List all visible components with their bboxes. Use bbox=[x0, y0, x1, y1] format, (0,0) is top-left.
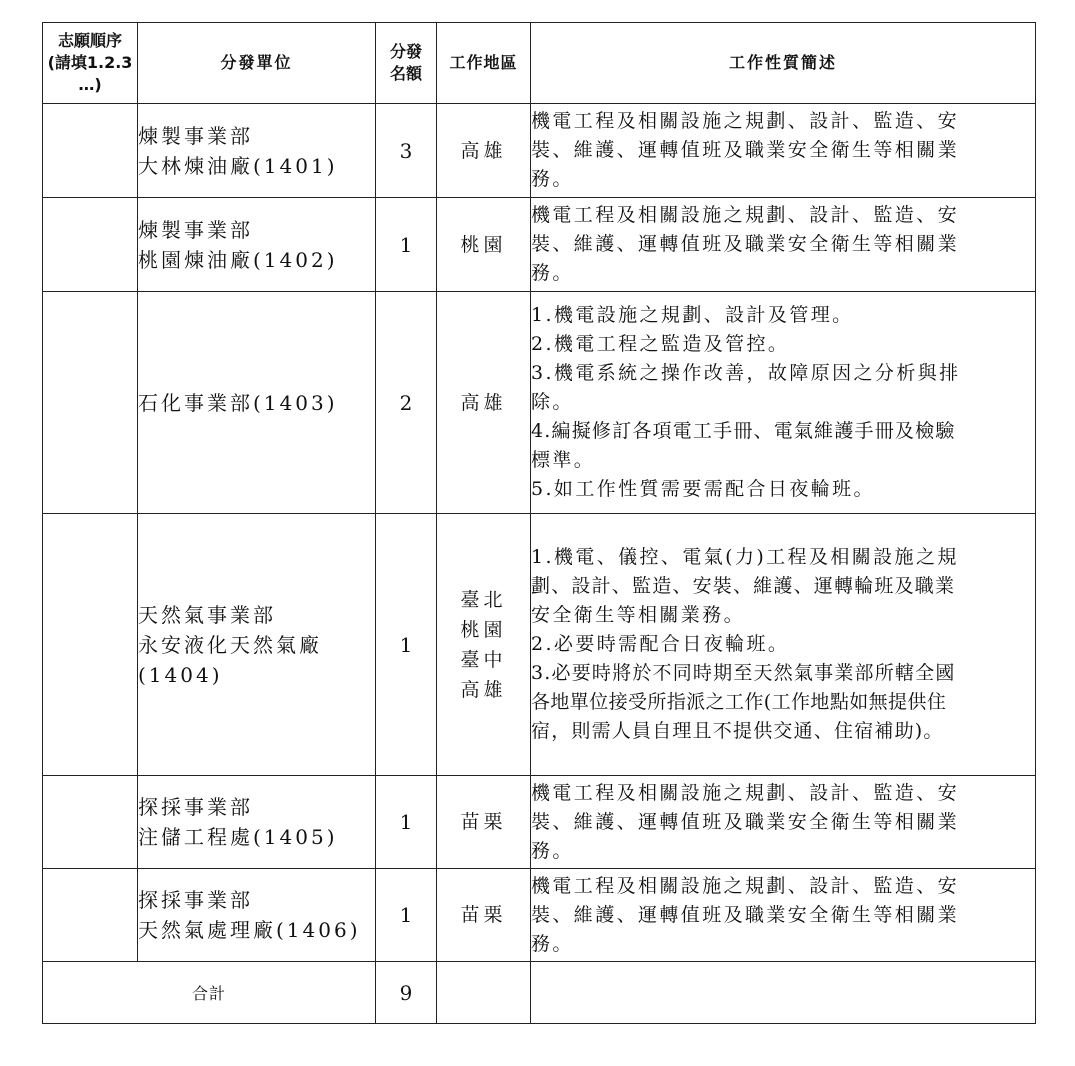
total-row bbox=[43, 962, 1036, 1024]
location-cell: 苗栗 bbox=[437, 869, 531, 962]
total-label: 合計 bbox=[43, 962, 376, 1024]
preference-order-cell[interactable] bbox=[43, 104, 138, 198]
description-cell: 1.機電、儀控、電氣(力)工程及相關設施之規 劃、設計、監造、安裝、維護、運轉輪班及職業 安全衛生等相關業務。 2.必要時需配合日夜輪班。 3.必要時將於不同時期至天然氣事業部所轄全國 各地單位接受所指派之工作(工作地點如無提供住 宿，則需人員自理且不提供交通、住宿補助)。 bbox=[531, 514, 1036, 776]
total-quota: 9 bbox=[376, 962, 437, 1024]
description-cell: 機電工程及相關設施之規劃、設計、監造、安 裝、維護、運轉值班及職業安全衛生等相關業 務。 bbox=[531, 869, 1036, 962]
table-row bbox=[43, 776, 1036, 869]
location-cell: 高雄 bbox=[437, 292, 531, 514]
table-row bbox=[43, 869, 1036, 962]
unit-cell: 石化事業部(1403) bbox=[138, 292, 376, 514]
preference-order-cell[interactable] bbox=[43, 514, 138, 776]
location-cell: 苗栗 bbox=[437, 776, 531, 869]
total-description-cell bbox=[531, 962, 1036, 1024]
quota-cell: 1 bbox=[376, 776, 437, 869]
table-row bbox=[43, 514, 1036, 776]
location-cell: 臺北 桃園 臺中 高雄 bbox=[437, 514, 531, 776]
table-body bbox=[43, 104, 1036, 1024]
total-location-cell bbox=[437, 962, 531, 1024]
table-header-row bbox=[43, 23, 1036, 104]
description-cell: 機電工程及相關設施之規劃、設計、監造、安 裝、維護、運轉值班及職業安全衛生等相關業 務。 bbox=[531, 104, 1036, 198]
preference-order-cell[interactable] bbox=[43, 776, 138, 869]
unit-cell: 探採事業部 注儲工程處(1405) bbox=[138, 776, 376, 869]
location-cell: 桃園 bbox=[437, 198, 531, 292]
table-row bbox=[43, 198, 1036, 292]
description-cell: 1.機電設施之規劃、設計及管理。 2.機電工程之監造及管控。 3.機電系統之操作改善，故障原因之分析與排 除。 4.編擬修訂各項電工手冊、電氣維護手冊及檢驗 標準。 5.如工作性質需要需配合日夜輪班。 bbox=[531, 292, 1036, 514]
quota-cell: 1 bbox=[376, 198, 437, 292]
quota-cell: 1 bbox=[376, 514, 437, 776]
unit-cell: 煉製事業部 大林煉油廠(1401) bbox=[138, 104, 376, 198]
description-cell: 機電工程及相關設施之規劃、設計、監造、安 裝、維護、運轉值班及職業安全衛生等相關業 務。 bbox=[531, 198, 1036, 292]
unit-cell: 煉製事業部 桃園煉油廠(1402) bbox=[138, 198, 376, 292]
preference-order-cell[interactable] bbox=[43, 292, 138, 514]
unit-cell: 天然氣事業部 永安液化天然氣廠 (1404) bbox=[138, 514, 376, 776]
description-cell: 機電工程及相關設施之規劃、設計、監造、安 裝、維護、運轉值班及職業安全衛生等相關業 務。 bbox=[531, 776, 1036, 869]
allocation-table bbox=[42, 22, 1036, 1024]
header-quota: 分發 名額 bbox=[376, 23, 437, 104]
header-preference-order: 志願順序 (請填1.2.3 …) bbox=[43, 23, 138, 104]
header-unit: 分發單位 bbox=[138, 23, 376, 104]
quota-cell: 2 bbox=[376, 292, 437, 514]
preference-order-cell[interactable] bbox=[43, 198, 138, 292]
preference-order-cell[interactable] bbox=[43, 869, 138, 962]
location-cell: 高雄 bbox=[437, 104, 531, 198]
table-row bbox=[43, 104, 1036, 198]
quota-cell: 3 bbox=[376, 104, 437, 198]
header-location: 工作地區 bbox=[437, 23, 531, 104]
unit-cell: 探採事業部 天然氣處理廠(1406) bbox=[138, 869, 376, 962]
table-row bbox=[43, 292, 1036, 514]
header-description: 工作性質簡述 bbox=[531, 23, 1036, 104]
quota-cell: 1 bbox=[376, 869, 437, 962]
